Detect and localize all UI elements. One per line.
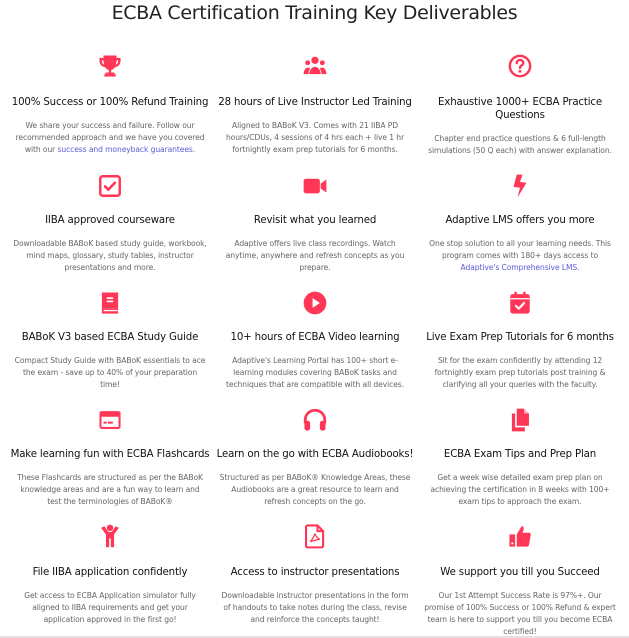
calendar-check-icon — [506, 289, 534, 317]
card-video-learning — [210, 289, 420, 399]
users-icon — [301, 52, 329, 80]
card-title: We support you till you Succeed — [440, 567, 600, 578]
card-description: Compact Study Guide with BABoK essentials to ace the exam - save up to 40% of your preparation time! — [14, 356, 206, 389]
card-title: BABoK V3 based ECBA Study Guide — [21, 332, 199, 343]
card-lms — [415, 172, 625, 282]
card-description: Structured as per BABoK® Knowledge Areas, these Audiobooks are a great resource to learn and refresh concepts on the go. — [219, 473, 411, 506]
play-circle-icon — [301, 289, 329, 317]
card-description: Get access to ECBA Application simulator fully aligned to IIBA requirements and get your application approved in the first go! — [24, 591, 196, 624]
card-title: 100% Success or 100% Refund Training — [11, 97, 209, 108]
card-description: Adaptive's Learning Portal has 100+ short e-learning modules covering BABoK tasks and techniques that are compatible with all devices. — [226, 356, 404, 389]
card-title: ECBA Exam Tips and Prep Plan — [443, 449, 597, 460]
card-description: Aligned to BABoK V3. Comes with 21 IIBA PD hours/CDUs, 4 sessions of 4 hrs each + live 1 hr fortnightly exam prep tutorials for 6 months. — [225, 121, 405, 154]
card-description: Sit for the exam confidently by attending 12 fortnightly exam prep tutorials post training & clarifying all your queries with the faculty. — [434, 356, 606, 389]
card-flashcards — [5, 406, 215, 516]
page-title: ECBA Certification Training Key Deliverables — [111, 2, 518, 24]
card-exam-tips — [415, 406, 625, 516]
lms-link[interactable]: Adaptive's Comprehensive LMS. — [460, 263, 580, 272]
card-title: Make learning fun with ECBA Flashcards — [10, 449, 210, 460]
card-title: Learn on the go with ECBA Audiobooks! — [216, 449, 414, 460]
card-title: File IIBA application confidently — [32, 567, 188, 578]
card-title: Adaptive LMS offers you more — [445, 215, 595, 226]
card-description — [423, 238, 617, 274]
guarantees-link[interactable]: success and moneyback guarantees. — [57, 145, 196, 154]
card-title: 28 hours of Live Instructor Led Training — [218, 97, 412, 108]
card-title: 10+ hours of ECBA Video learning — [230, 332, 400, 343]
copy-files-icon — [506, 406, 534, 434]
headphones-icon — [301, 406, 329, 434]
checkbox-icon — [96, 172, 124, 200]
thumbs-up-icon — [506, 522, 534, 550]
card-description: Downloadable instructor presentations in the form of handouts to take notes during the class, revise and reinforce the concepts taught! — [221, 591, 409, 624]
card-title: Exhaustive 1000+ ECBA Practice Questions — [438, 97, 602, 121]
book-icon — [96, 289, 124, 317]
card-title: Revisit what you learned — [253, 215, 377, 226]
description-text: We share your success and failure. Follow our recommended approach and we have you covered with our — [15, 121, 205, 154]
card-live-training — [210, 52, 420, 162]
card-title: IIBA approved courseware — [45, 215, 175, 226]
video-camera-icon — [301, 172, 329, 200]
lightning-bolt-icon — [506, 172, 534, 200]
card-exam-prep-tutorials — [415, 289, 625, 399]
card-support — [415, 522, 625, 637]
card-description: Chapter end practice questions & 6 full-length simulations (50 Q each) with answer explanation. — [428, 134, 612, 155]
description-text: One stop solution to all your learning needs. This program comes with 180+ days access to — [429, 239, 611, 260]
card-audiobooks — [210, 406, 420, 516]
card-study-guide — [5, 289, 215, 399]
trophy-icon — [96, 52, 124, 80]
card-description: Our 1st Attempt Success Rate is 97%+. Our promise of 100% Success or 100% Refund & expert team is here to support you till you become ECBA certified! — [424, 591, 616, 636]
card-courseware — [5, 172, 215, 282]
pdf-file-icon — [301, 522, 329, 550]
card-description: Get a week wise detailed exam prep plan on achieving the certification in 8 weeks with 100+ exam tips to approach the exam. — [430, 473, 610, 506]
card-iiba-application — [5, 522, 215, 637]
card-description — [13, 120, 207, 156]
card-description: These Flashcards are structured as per the BABoK knowledge areas and are a fun way to learn and test the terminologies of BABoK® — [17, 473, 203, 506]
card-revisit — [210, 172, 420, 282]
card-instructor-presentations — [210, 522, 420, 637]
credit-card-icon — [96, 406, 124, 434]
card-description: Adaptive offers live class recordings. Watch anytime, anywhere and refresh concepts as you prepare. — [225, 239, 405, 272]
card-title: Access to instructor presentations — [230, 567, 400, 578]
card-title: Live Exam Prep Tutorials for 6 months — [426, 332, 614, 343]
child-icon — [96, 522, 124, 550]
card-description: Downloadable BABoK based study guide, workbook, mind maps, glossary, study tables, instructor presentations and more. — [13, 239, 207, 272]
card-practice-questions — [415, 52, 625, 162]
card-refund-training — [5, 52, 215, 162]
question-circle-icon — [506, 52, 534, 80]
